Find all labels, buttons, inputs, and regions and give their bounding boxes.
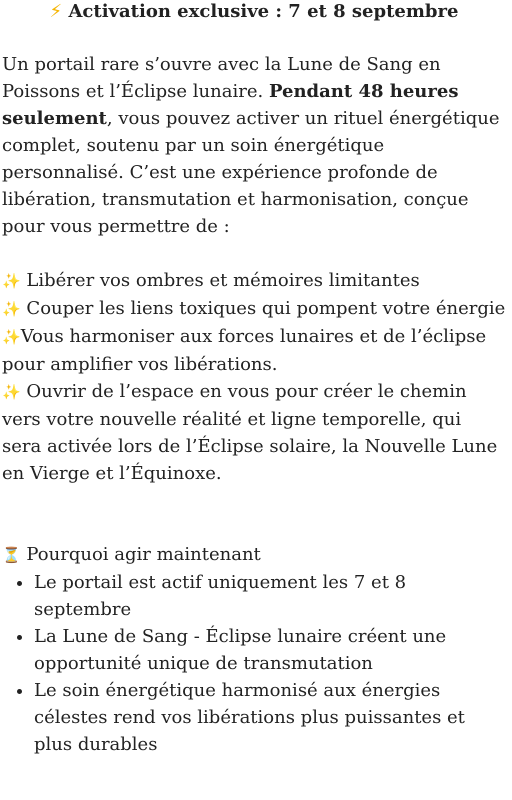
- why-heading: [2, 541, 506, 569]
- why-heading-text: Pourquoi agir maintenant: [26, 544, 261, 565]
- sparkles-icon: ✨: [2, 328, 21, 346]
- intro-paragraph: [2, 51, 506, 240]
- hourglass-icon: ⏳: [2, 546, 21, 564]
- list-item: • Le portail est actif uniquement les 7 et 8 septembre: [34, 569, 506, 623]
- sparkles-icon: ✨: [2, 300, 21, 318]
- benefit-item: [2, 295, 506, 323]
- benefit-text: Ouvrir de l’espace en vous pour créer le chemin vers votre nouvelle réalité et ligne temporelle, qui sera activée lors de l’Éclipse solaire, la Nouvelle Lune en Vierge et l’Équinoxe.: [2, 381, 498, 484]
- sparkles-icon: ✨: [2, 272, 21, 290]
- benefits-list: [2, 267, 506, 487]
- sparkles-icon: ✨: [2, 383, 21, 401]
- intro-text-before: Un portail rare s’ouvre avec la Lune de Sang en Poissons et l’Éclipse lunaire.: [2, 54, 441, 102]
- title-text: Activation exclusive : 7 et 8 septembre: [68, 1, 459, 22]
- list-item: • Le soin énergétique harmonisé aux énergies célestes rend vos libérations plus puissantes et plus durables: [34, 677, 506, 758]
- activation-title: [2, 0, 506, 24]
- list-item: • La Lune de Sang - Éclipse lunaire créent une opportunité unique de transmutation: [34, 623, 506, 677]
- lightning-icon: ⚡: [49, 1, 63, 22]
- benefit-text: Libérer vos ombres et mémoires limitantes: [26, 270, 420, 291]
- benefit-text: Couper les liens toxiques qui pompent votre énergie: [26, 298, 506, 319]
- intro-bold-text: Pendant 48 heures seulement: [2, 81, 459, 129]
- benefit-text: Vous harmoniser aux forces lunaires et de l’éclipse pour amplifier vos libérations.: [2, 326, 487, 375]
- benefit-item: [2, 323, 506, 378]
- benefit-item: [2, 378, 506, 487]
- why-list: [2, 569, 506, 758]
- benefit-item: [2, 267, 506, 295]
- intro-text-after: , vous pouvez activer un rituel énergétique complet, soutenu par un soin énergétique personnalisé. C’est une expérience profonde de libération, transmutation et harmonisation, conçue pour vous permettre de :: [2, 108, 500, 237]
